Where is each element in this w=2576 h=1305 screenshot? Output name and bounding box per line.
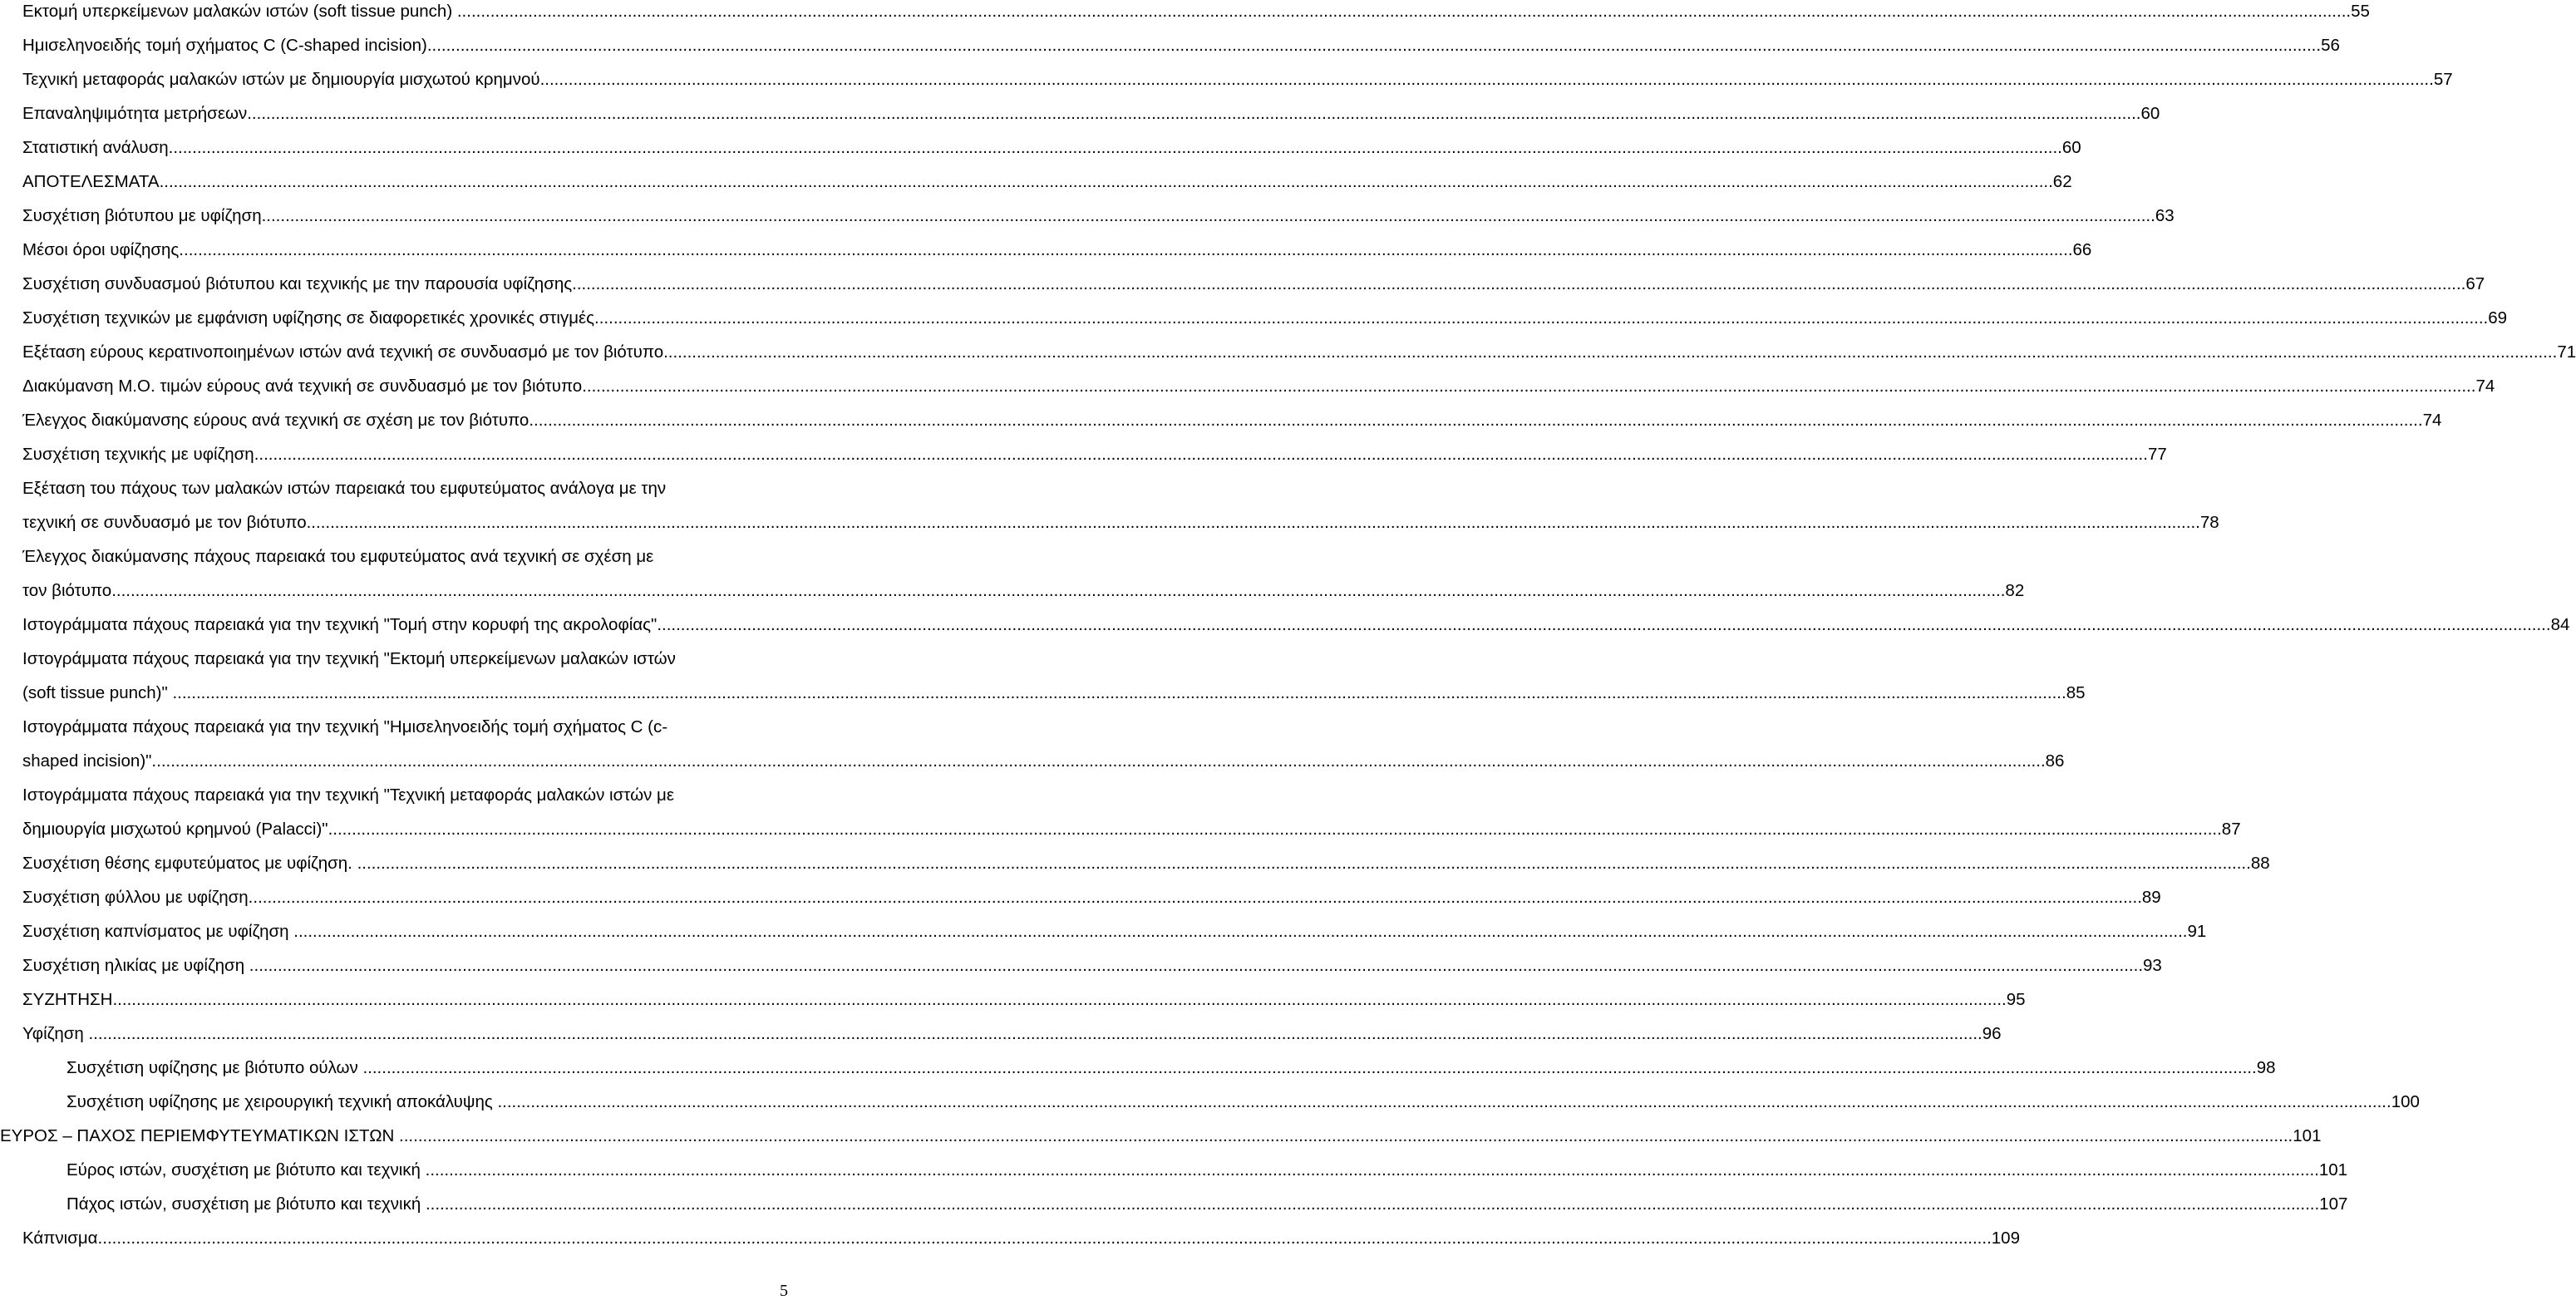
- toc-entry-page: 60: [2140, 104, 2160, 123]
- dot-leader: ................................................................................................................................................................................................................................................................................................................................................................................................................: [357, 854, 2251, 873]
- toc-entry-title: Συσχέτιση ηλικίας με υφίζηση: [22, 956, 249, 975]
- toc-entry[interactable]: [22, 206, 2175, 226]
- toc-entry-title: ΕΥΡΟΣ – ΠΑΧΟΣ ΠΕΡΙΕΜΦΥΤΕΥΜΑΤΙΚΩΝ ΙΣΤΩΝ: [0, 1126, 400, 1145]
- toc-entry[interactable]: [22, 717, 2065, 771]
- toc-entry-title: Διακύμανση Μ.Ο. τιμών εύρους ανά τεχνική σε συνδυασμό με τον βιότυπο: [22, 377, 583, 396]
- toc-entry-page: 78: [2199, 513, 2219, 532]
- toc-entry-title: Εύρος ιστών, συσχέτιση με βιότυπο και τεχνική: [66, 1160, 426, 1179]
- toc-entry-title: ΣΥΖΗΤΗΣΗ: [22, 990, 113, 1009]
- dot-leader: ................................................................................................................................................................................................................................................................................................................................................................................................................: [425, 1160, 2319, 1179]
- toc-entry[interactable]: [22, 2, 2370, 22]
- toc-entry-page: 84: [2550, 615, 2570, 634]
- toc-entry-page: 82: [2005, 581, 2025, 600]
- toc-entry[interactable]: [66, 1092, 2420, 1112]
- toc-entry-title: Συσχέτιση υφίζησης με χειρουργική τεχνική αποκάλυψης: [66, 1092, 498, 1111]
- toc-entry-page: 56: [2321, 36, 2340, 55]
- toc-entry-page: 55: [2351, 2, 2370, 21]
- toc-entry[interactable]: [22, 36, 2340, 56]
- toc-entry[interactable]: [22, 411, 2442, 431]
- toc-entry-page: 85: [2066, 683, 2086, 702]
- toc-entry-title: Τεχνική μεταφοράς μαλακών ιστών με δημιουργία μισχωτού κρημνού: [22, 70, 540, 89]
- toc-entry-page: 74: [2475, 377, 2495, 396]
- toc-entry[interactable]: [22, 70, 2453, 90]
- dot-leader: ................................................................................................................................................................................................................................................................................................................................................................................................................: [247, 104, 2141, 123]
- dot-leader: ................................................................................................................................................................................................................................................................................................................................................................................................................: [328, 820, 2222, 839]
- dot-leader: ................................................................................................................................................................................................................................................................................................................................................................................................................: [172, 683, 2066, 702]
- toc-entry-title-line1: Ιστογράμματα πάχους παρειακά για την τεχνική "Τεχνική μεταφοράς μαλακών ιστών με: [22, 785, 674, 805]
- dot-leader: ................................................................................................................................................................................................................................................................................................................................................................................................................: [249, 956, 2144, 975]
- toc-entry-title: δημιουργία μισχωτού κρημνού (Palacci)": [22, 820, 328, 839]
- toc-entry[interactable]: [22, 649, 2086, 703]
- toc-entry-title: Συσχέτιση υφίζησης με βιότυπο ούλων: [66, 1058, 363, 1077]
- toc-entry-title: Συσχέτιση βιότυπου με υφίζηση: [22, 206, 262, 225]
- toc-entry[interactable]: [22, 377, 2495, 396]
- dot-leader: ................................................................................................................................................................................................................................................................................................................................................................................................................: [539, 70, 2434, 89]
- toc-entry-title: (soft tissue punch)": [22, 683, 173, 702]
- page-number: 5: [780, 1282, 788, 1300]
- toc-entry-title: Ημισεληνοειδής τομή σχήματος C (C-shaped incision): [22, 36, 427, 55]
- dot-leader: ................................................................................................................................................................................................................................................................................................................................................................................................................: [88, 1024, 1982, 1043]
- toc-entry-page: 96: [1982, 1024, 2002, 1043]
- toc-entry[interactable]: [22, 615, 2570, 635]
- dot-leader: ................................................................................................................................................................................................................................................................................................................................................................................................................: [456, 2, 2352, 21]
- toc-entry[interactable]: [22, 240, 2092, 260]
- dot-leader: ................................................................................................................................................................................................................................................................................................................................................................................................................: [111, 581, 2006, 600]
- toc-entry[interactable]: [22, 785, 2241, 840]
- toc-entry-page: 101: [2293, 1126, 2322, 1145]
- dot-leader: ................................................................................................................................................................................................................................................................................................................................................................................................................: [529, 411, 2423, 430]
- toc-entry[interactable]: [22, 1024, 2002, 1044]
- toc-entry-title: Ιστογράμματα πάχους παρειακά για την τεχνική "Τομή στην κορυφή της ακρολοφίας": [22, 615, 658, 634]
- toc-entry-title: Πάχος ιστών, συσχέτιση με βιότυπο και τεχνική: [66, 1194, 426, 1214]
- toc-entry[interactable]: [22, 479, 2219, 533]
- dot-leader: ................................................................................................................................................................................................................................................................................................................................................................................................................: [159, 172, 2053, 191]
- toc-entry-page: 89: [2141, 888, 2161, 907]
- toc-entry-page: 95: [2006, 990, 2026, 1009]
- toc-entry-title: Συσχέτιση τεχνικής με υφίζηση: [22, 445, 254, 464]
- dot-leader: ................................................................................................................................................................................................................................................................................................................................................................................................................: [254, 445, 2148, 464]
- toc-entry-page: 71: [2557, 342, 2576, 362]
- toc-entry-title: Υφίζηση: [22, 1024, 89, 1043]
- dot-leader: ................................................................................................................................................................................................................................................................................................................................................................................................................: [663, 342, 2558, 362]
- dot-leader: ................................................................................................................................................................................................................................................................................................................................................................................................................: [425, 1194, 2320, 1214]
- toc-entry-title: Εξέταση εύρους κερατινοποιημένων ιστών ανά τεχνική σε συνδυασμό με τον βιότυπο: [22, 342, 664, 362]
- dot-leader: ................................................................................................................................................................................................................................................................................................................................................................................................................: [261, 206, 2155, 225]
- toc-entry-page: 87: [2221, 820, 2241, 839]
- toc-entry-page: 74: [2422, 411, 2442, 430]
- toc-entry[interactable]: [22, 1229, 2020, 1248]
- toc-entry-title: τον βιότυπο: [22, 581, 112, 600]
- toc-entry[interactable]: [66, 1160, 2348, 1180]
- toc-entry[interactable]: [22, 172, 2072, 192]
- toc-entry[interactable]: [22, 104, 2160, 124]
- toc-entry-title: Στατιστική ανάλυση: [22, 138, 169, 157]
- toc-entry-title: Συσχέτιση φύλλου με υφίζηση: [22, 888, 249, 907]
- toc-entry-page: 67: [2465, 274, 2485, 293]
- dot-leader: ................................................................................................................................................................................................................................................................................................................................................................................................................: [306, 513, 2200, 532]
- toc-entry[interactable]: [22, 547, 2025, 601]
- toc-entry[interactable]: [22, 445, 2167, 465]
- dot-leader: ................................................................................................................................................................................................................................................................................................................................................................................................................: [179, 240, 2073, 259]
- toc-entry-title: Συσχέτιση καπνίσματος με υφίζηση: [22, 922, 294, 941]
- toc-entry[interactable]: [22, 274, 2485, 294]
- toc-entry-title-line1: Εξέταση του πάχους των μαλακών ιστών παρειακά του εμφυτεύματος ανάλογα με την: [22, 479, 667, 498]
- toc-entry-page: 109: [1991, 1229, 2020, 1248]
- toc-entry[interactable]: [22, 956, 2162, 976]
- toc-entry[interactable]: [22, 138, 2081, 158]
- dot-leader: ................................................................................................................................................................................................................................................................................................................................................................................................................: [582, 377, 2476, 396]
- toc-entry-page: 91: [2187, 922, 2207, 941]
- toc-entry-page: 62: [2052, 172, 2072, 191]
- dot-leader: ................................................................................................................................................................................................................................................................................................................................................................................................................: [362, 1058, 2257, 1077]
- dot-leader: ................................................................................................................................................................................................................................................................................................................................................................................................................: [151, 751, 2046, 771]
- toc-entry-page: 101: [2318, 1160, 2348, 1179]
- toc-entry-title: Συσχέτιση τεχνικών με εμφάνιση υφίζησης σε διαφορετικές χρονικές στιγμές: [22, 308, 595, 327]
- toc-entry-title-line1: Έλεγχος διακύμανσης πάχους παρειακά του εμφυτεύματος ανά τεχνική σε σχέση με: [22, 547, 654, 566]
- toc-entry[interactable]: [66, 1194, 2348, 1214]
- toc-entry[interactable]: [22, 342, 2576, 362]
- toc-entry-page: 98: [2256, 1058, 2276, 1077]
- toc-entry-page: 88: [2250, 854, 2270, 873]
- toc-entry-title: Μέσοι όροι υφίζησης: [22, 240, 180, 259]
- dot-leader: ................................................................................................................................................................................................................................................................................................................................................................................................................: [97, 1229, 1992, 1248]
- toc-entry-page: 57: [2433, 70, 2453, 89]
- toc-entry-page: 77: [2147, 445, 2167, 464]
- dot-leader: ................................................................................................................................................................................................................................................................................................................................................................................................................: [248, 888, 2142, 907]
- dot-leader: ................................................................................................................................................................................................................................................................................................................................................................................................................: [572, 274, 2466, 293]
- toc-entry-title-line1: Ιστογράμματα πάχους παρειακά για την τεχνική "Εκτομή υπερκείμενων μαλακών ιστών: [22, 649, 676, 668]
- dot-leader: ................................................................................................................................................................................................................................................................................................................................................................................................................: [112, 990, 2007, 1009]
- dot-leader: ................................................................................................................................................................................................................................................................................................................................................................................................................: [497, 1092, 2391, 1111]
- toc-entry-page: 66: [2072, 240, 2092, 259]
- toc-entry-page: 63: [2155, 206, 2175, 225]
- toc-entry[interactable]: [22, 922, 2207, 942]
- toc-entry[interactable]: [22, 308, 2508, 328]
- dot-leader: ................................................................................................................................................................................................................................................................................................................................................................................................................: [657, 615, 2551, 634]
- toc-entry-title-line1: Ιστογράμματα πάχους παρειακά για την τεχνική "Ημισεληνοειδής τομή σχήματος C (c-: [22, 717, 668, 736]
- toc-entry[interactable]: [22, 990, 2026, 1010]
- dot-leader: ................................................................................................................................................................................................................................................................................................................................................................................................................: [594, 308, 2489, 327]
- toc-entry[interactable]: [22, 854, 2270, 874]
- toc-entry-page: 86: [2045, 751, 2065, 771]
- toc-entry-title: Επαναληψιμότητα μετρήσεων: [22, 104, 248, 123]
- dot-leader: ................................................................................................................................................................................................................................................................................................................................................................................................................: [293, 922, 2188, 941]
- toc-entry-title: τεχνική σε συνδυασμό με τον βιότυπο: [22, 513, 307, 532]
- dot-leader: ................................................................................................................................................................................................................................................................................................................................................................................................................: [168, 138, 2062, 157]
- toc-entry-page: 69: [2488, 308, 2508, 327]
- toc-entry-page: 100: [2391, 1092, 2420, 1111]
- toc-entry-page: 107: [2319, 1194, 2348, 1214]
- toc-entry-title: shaped incision)": [22, 751, 152, 771]
- toc-entry[interactable]: [66, 1058, 2276, 1078]
- dot-leader: ................................................................................................................................................................................................................................................................................................................................................................................................................: [399, 1126, 2293, 1145]
- toc-entry-page: 60: [2061, 138, 2081, 157]
- toc-entry-title: Έλεγχος διακύμανσης εύρους ανά τεχνική σε σχέση με τον βιότυπο: [22, 411, 529, 430]
- dot-leader: ................................................................................................................................................................................................................................................................................................................................................................................................................: [426, 36, 2322, 55]
- toc-entry-page: 93: [2143, 956, 2162, 975]
- toc-entry-title: ΑΠΟΤΕΛΕΣΜΑΤΑ: [22, 172, 160, 191]
- toc-entry-title: Συσχέτιση συνδυασμού βιότυπου και τεχνικής με την παρουσία υφίζησης: [22, 274, 573, 293]
- toc-entry-title: Κάπνισμα: [22, 1229, 98, 1248]
- toc-entry[interactable]: [0, 1126, 2322, 1146]
- toc-entry-title: Συσχέτιση θέσης εμφυτεύματος με υφίζηση.: [22, 854, 357, 873]
- toc-entry[interactable]: [22, 888, 2161, 908]
- toc-entry-title: Εκτομή υπερκείμενων μαλακών ιστών (soft tissue punch): [22, 2, 457, 21]
